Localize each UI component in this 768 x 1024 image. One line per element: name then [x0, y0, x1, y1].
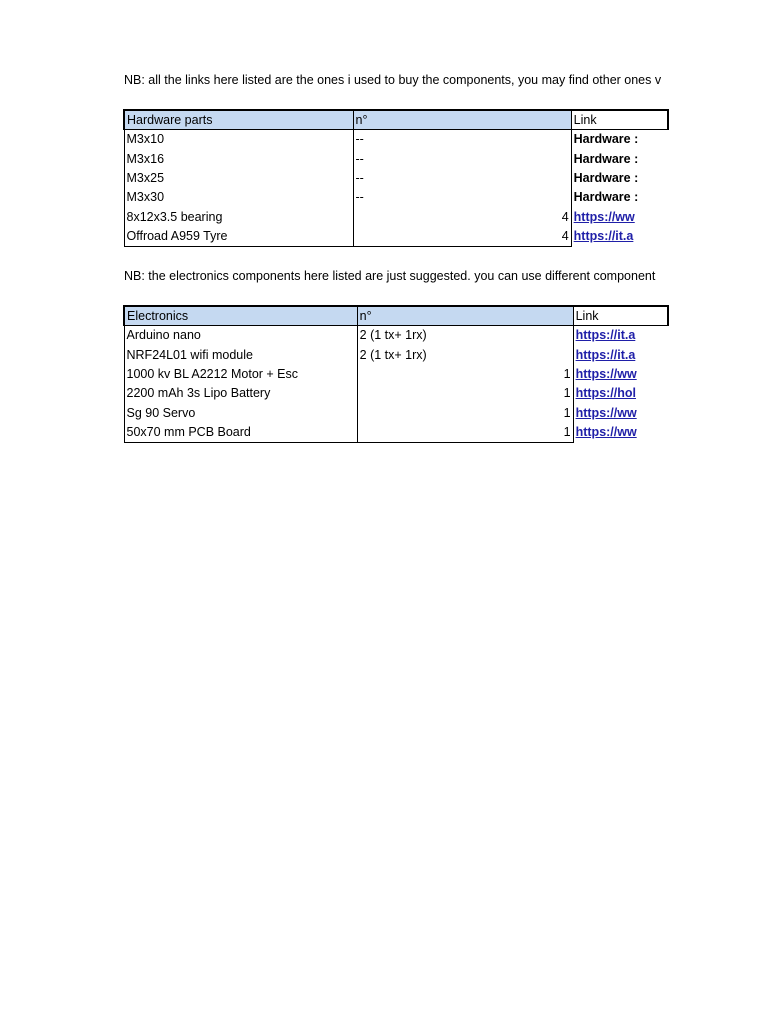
- quantity-cell: --: [353, 169, 571, 188]
- link-cell[interactable]: https://it.a: [575, 328, 636, 343]
- link-cell[interactable]: https://ww: [575, 366, 637, 381]
- part-name-cell: M3x30: [124, 188, 353, 207]
- link-cell[interactable]: https://it.a: [573, 229, 634, 244]
- link-cell[interactable]: https://ww: [575, 405, 637, 420]
- electronics-note: NB: the electronics components here listed are just suggested. you can use different component: [124, 269, 656, 283]
- part-name-cell: M3x25: [124, 169, 353, 188]
- link-cell: Hardware :: [573, 132, 639, 147]
- link-cell: Hardware :: [573, 151, 639, 166]
- link-cell[interactable]: https://it.a: [575, 347, 636, 362]
- header-link: Link: [571, 110, 668, 130]
- links-note: NB: all the links here listed are the ones i used to buy the components, you may find other ones v: [124, 73, 662, 87]
- component-name-cell: 2200 mAh 3s Lipo Battery: [124, 384, 357, 403]
- table-row: [124, 384, 668, 403]
- table-row: [124, 365, 668, 384]
- component-name-cell: 1000 kv BL A2212 Motor + Esc: [124, 365, 357, 384]
- quantity-cell: 4: [353, 227, 571, 247]
- component-name-cell: NRF24L01 wifi module: [124, 345, 357, 364]
- header-electronics: Electronics: [124, 306, 357, 326]
- link-cell: Hardware :: [573, 190, 639, 205]
- quantity-cell: 1: [357, 404, 573, 423]
- part-name-cell: M3x10: [124, 130, 353, 150]
- header-quantity: n°: [357, 306, 573, 326]
- quantity-cell: 2 (1 tx+ 1rx): [357, 345, 573, 364]
- table-row: [124, 326, 668, 346]
- link-cell[interactable]: https://ww: [573, 209, 635, 224]
- link-cell[interactable]: https://ww: [575, 425, 637, 440]
- component-name-cell: 50x70 mm PCB Board: [124, 423, 357, 443]
- table-row: [124, 345, 668, 364]
- table-header-row: [124, 110, 668, 130]
- quantity-cell: 1: [357, 365, 573, 384]
- header-quantity: n°: [353, 110, 571, 130]
- link-cell: Hardware :: [573, 170, 639, 185]
- table-row: [124, 208, 668, 227]
- component-name-cell: Sg 90 Servo: [124, 404, 357, 423]
- table-row: [124, 404, 668, 423]
- quantity-cell: --: [353, 188, 571, 207]
- table-row: [124, 149, 668, 168]
- hardware-parts-table: [123, 109, 669, 247]
- table-row: [124, 169, 668, 188]
- table-row: [124, 188, 668, 207]
- quantity-cell: --: [353, 149, 571, 168]
- header-link: Link: [573, 306, 668, 326]
- table-row: [124, 227, 668, 247]
- quantity-cell: 1: [357, 384, 573, 403]
- table-row: [124, 423, 668, 443]
- table-row: [124, 130, 668, 150]
- electronics-table: [123, 305, 669, 443]
- quantity-cell: 1: [357, 423, 573, 443]
- part-name-cell: M3x16: [124, 149, 353, 168]
- component-name-cell: Arduino nano: [124, 326, 357, 346]
- header-hardware-parts: Hardware parts: [124, 110, 353, 130]
- table-header-row: [124, 306, 668, 326]
- quantity-cell: --: [353, 130, 571, 150]
- quantity-cell: 2 (1 tx+ 1rx): [357, 326, 573, 346]
- part-name-cell: 8x12x3.5 bearing: [124, 208, 353, 227]
- part-name-cell: Offroad A959 Tyre: [124, 227, 353, 247]
- link-cell[interactable]: https://hol: [575, 386, 636, 401]
- quantity-cell: 4: [353, 208, 571, 227]
